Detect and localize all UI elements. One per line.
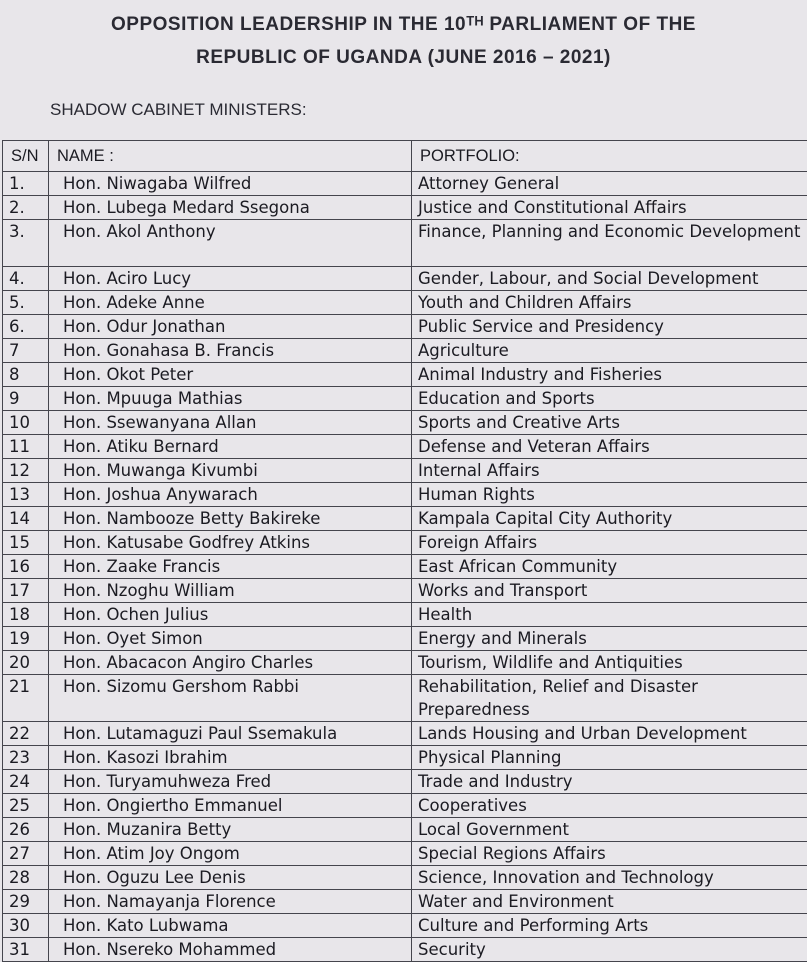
row-portfolio: East African Community (412, 555, 807, 579)
table-row (3, 531, 807, 555)
table-row (3, 555, 807, 579)
table-row (3, 172, 807, 196)
row-name: Hon. Okot Peter (49, 363, 412, 387)
row-sn: 11 (3, 435, 49, 459)
row-sn: 26 (3, 818, 49, 842)
row-portfolio: Animal Industry and Fisheries (412, 363, 807, 387)
table-row (3, 339, 807, 363)
row-sn: 17 (3, 579, 49, 603)
row-sn: 2. (3, 196, 49, 220)
row-sn: 21 (3, 675, 49, 722)
row-sn: 14 (3, 507, 49, 531)
table-row (3, 387, 807, 411)
header-sn: S/N (3, 141, 49, 172)
row-name: Hon. Mpuuga Mathias (49, 387, 412, 411)
row-sn: 16 (3, 555, 49, 579)
table-row (3, 483, 807, 507)
table-row (3, 507, 807, 531)
row-portfolio: Tourism, Wildlife and Antiquities (412, 651, 807, 675)
shadow-cabinet-table (2, 140, 807, 962)
row-name: Hon. Muwanga Kivumbi (49, 459, 412, 483)
row-sn: 1. (3, 172, 49, 196)
row-portfolio: Rehabilitation, Relief and Disaster Preparedness (412, 675, 807, 722)
row-name: Hon. Katusabe Godfrey Atkins (49, 531, 412, 555)
row-name: Hon. Joshua Anywarach (49, 483, 412, 507)
row-name: Hon. Niwagaba Wilfred (49, 172, 412, 196)
row-sn: 25 (3, 794, 49, 818)
row-name: Hon. Lubega Medard Ssegona (49, 196, 412, 220)
table-body (3, 172, 807, 962)
row-sn: 30 (3, 914, 49, 938)
row-portfolio: Culture and Performing Arts (412, 914, 807, 938)
row-sn: 28 (3, 866, 49, 890)
table-row (3, 315, 807, 339)
row-sn: 10 (3, 411, 49, 435)
table-row (3, 627, 807, 651)
row-sn: 5. (3, 291, 49, 315)
row-name: Hon. Sizomu Gershom Rabbi (49, 675, 412, 722)
row-name: Hon. Atim Joy Ongom (49, 842, 412, 866)
row-portfolio: Water and Environment (412, 890, 807, 914)
row-sn: 24 (3, 770, 49, 794)
row-portfolio: Physical Planning (412, 746, 807, 770)
row-portfolio: Security (412, 938, 807, 962)
row-name: Hon. Abacacon Angiro Charles (49, 651, 412, 675)
table-row (3, 363, 807, 387)
row-name: Hon. Namayanja Florence (49, 890, 412, 914)
row-sn: 7 (3, 339, 49, 363)
row-portfolio: Agriculture (412, 339, 807, 363)
row-name: Hon. Gonahasa B. Francis (49, 339, 412, 363)
row-name: Hon. Lutamaguzi Paul Ssemakula (49, 722, 412, 746)
table-row (3, 291, 807, 315)
row-sn: 31 (3, 938, 49, 962)
row-name: Hon. Atiku Bernard (49, 435, 412, 459)
document-title (0, 8, 807, 74)
row-name: Hon. Nsereko Mohammed (49, 938, 412, 962)
row-sn: 19 (3, 627, 49, 651)
row-portfolio: Energy and Minerals (412, 627, 807, 651)
table-row (3, 435, 807, 459)
row-portfolio: Trade and Industry (412, 770, 807, 794)
table-row (3, 746, 807, 770)
table-row (3, 459, 807, 483)
row-name: Hon. Muzanira Betty (49, 818, 412, 842)
row-sn: 18 (3, 603, 49, 627)
title-line-2: REPUBLIC OF UGANDA (JUNE 2016 – 2021) (0, 41, 807, 74)
row-name: Hon. Ssewanyana Allan (49, 411, 412, 435)
table-row (3, 914, 807, 938)
row-sn: 12 (3, 459, 49, 483)
row-name: Hon. Zaake Francis (49, 555, 412, 579)
row-portfolio: Sports and Creative Arts (412, 411, 807, 435)
table-row (3, 651, 807, 675)
table-row (3, 938, 807, 962)
row-name: Hon. Aciro Lucy (49, 267, 412, 291)
table-row (3, 675, 807, 722)
header-name: NAME : (49, 141, 412, 172)
section-heading: SHADOW CABINET MINISTERS: (50, 100, 307, 120)
row-name: Hon. Oyet Simon (49, 627, 412, 651)
row-portfolio: Attorney General (412, 172, 807, 196)
table-row (3, 842, 807, 866)
row-name: Hon. Ongiertho Emmanuel (49, 794, 412, 818)
row-portfolio: Internal Affairs (412, 459, 807, 483)
row-portfolio: Local Government (412, 818, 807, 842)
row-name: Hon. Kasozi Ibrahim (49, 746, 412, 770)
row-sn: 9 (3, 387, 49, 411)
table-row (3, 411, 807, 435)
row-portfolio: Defense and Veteran Affairs (412, 435, 807, 459)
row-portfolio: Education and Sports (412, 387, 807, 411)
table-row (3, 722, 807, 746)
row-name: Hon. Kato Lubwama (49, 914, 412, 938)
row-sn: 4. (3, 267, 49, 291)
row-sn: 8 (3, 363, 49, 387)
header-portfolio: PORTFOLIO: (412, 141, 807, 172)
row-portfolio: Justice and Constitutional Affairs (412, 196, 807, 220)
table-row (3, 267, 807, 291)
table-row (3, 866, 807, 890)
title-line-1: OPPOSITION LEADERSHIP IN THE 10ᵀᴴ PARLIAMENT OF THE (0, 8, 807, 41)
table-row (3, 794, 807, 818)
table-row (3, 196, 807, 220)
table-row (3, 603, 807, 627)
row-sn: 13 (3, 483, 49, 507)
row-portfolio: Finance, Planning and Economic Development (412, 220, 807, 267)
row-name: Hon. Nzoghu William (49, 579, 412, 603)
row-portfolio: Lands Housing and Urban Development (412, 722, 807, 746)
row-sn: 15 (3, 531, 49, 555)
row-portfolio: Cooperatives (412, 794, 807, 818)
row-name: Hon. Turyamuhweza Fred (49, 770, 412, 794)
row-name: Hon. Adeke Anne (49, 291, 412, 315)
row-sn: 20 (3, 651, 49, 675)
row-name: Hon. Nambooze Betty Bakireke (49, 507, 412, 531)
row-name: Hon. Akol Anthony (49, 220, 412, 267)
row-sn: 22 (3, 722, 49, 746)
table-row (3, 818, 807, 842)
table-row (3, 579, 807, 603)
row-portfolio: Science, Innovation and Technology (412, 866, 807, 890)
row-sn: 3. (3, 220, 49, 267)
row-portfolio: Human Rights (412, 483, 807, 507)
row-portfolio: Health (412, 603, 807, 627)
row-sn: 6. (3, 315, 49, 339)
row-sn: 23 (3, 746, 49, 770)
table-row (3, 890, 807, 914)
row-name: Hon. Odur Jonathan (49, 315, 412, 339)
row-portfolio: Public Service and Presidency (412, 315, 807, 339)
row-name: Hon. Ochen Julius (49, 603, 412, 627)
row-portfolio: Foreign Affairs (412, 531, 807, 555)
row-portfolio: Special Regions Affairs (412, 842, 807, 866)
row-portfolio: Youth and Children Affairs (412, 291, 807, 315)
row-portfolio: Gender, Labour, and Social Development (412, 267, 807, 291)
row-name: Hon. Oguzu Lee Denis (49, 866, 412, 890)
row-sn: 29 (3, 890, 49, 914)
table-header-row (3, 141, 807, 172)
row-portfolio: Kampala Capital City Authority (412, 507, 807, 531)
table-row (3, 770, 807, 794)
table-row (3, 220, 807, 267)
row-sn: 27 (3, 842, 49, 866)
row-portfolio: Works and Transport (412, 579, 807, 603)
